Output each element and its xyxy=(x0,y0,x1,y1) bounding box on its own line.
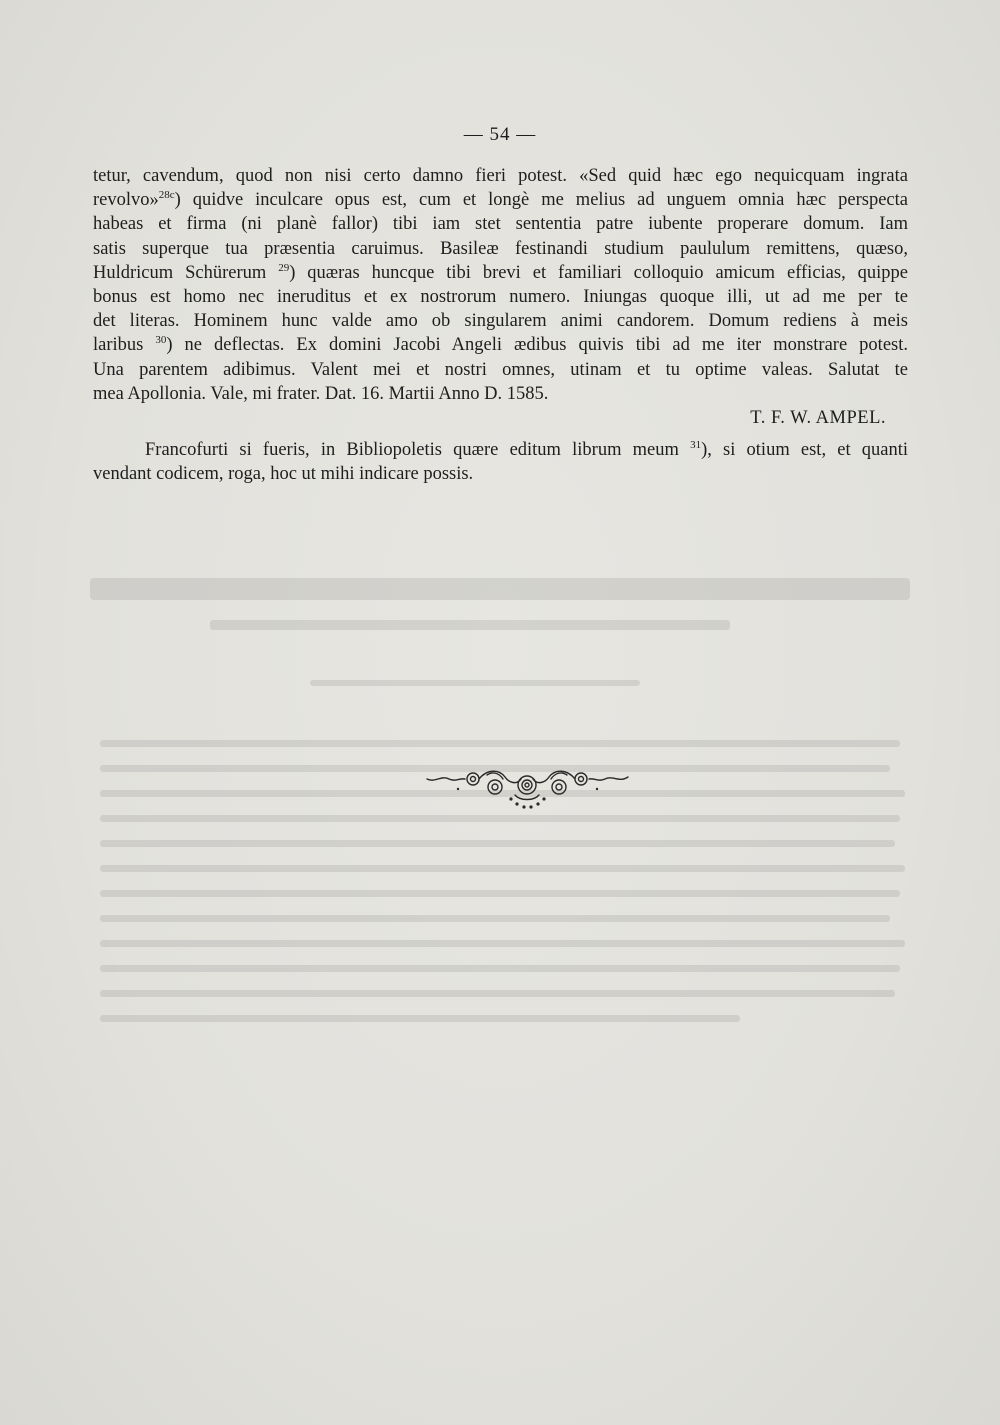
letter-body xyxy=(93,164,908,487)
letter-line: laribus $^{30}$) ne deflectas. Ex domini Jacobi Angeli ædibus quivis tibi ad me iter monstrare potest. xyxy=(93,334,908,356)
letter-line: mea Apollonia. Vale, mi frater. Dat. 16. Martii Anno D. 1585. xyxy=(93,383,549,404)
footnote-ref: 31 xyxy=(690,439,702,452)
letter-line: Una parentem adibimus. Valent mei et nostri omnes, utinam et tu optime valeas. Salutat te xyxy=(93,359,908,380)
footnote-ref: 29 xyxy=(278,261,290,274)
letter-line: revolvo»$^{28c}$) quidve inculcare opus est, cum et longè me melius ad unguem omnia hæc perspecta xyxy=(93,189,908,211)
page-number: — 54 — xyxy=(463,124,537,145)
footnote-ref: 28c xyxy=(158,189,175,202)
letter-line: bonus est homo nec ineruditus et ex nostrorum numero. Iniungas quoque illi, ut ad me per te xyxy=(93,287,908,308)
letter-line: habeas et firma (ni planè fallor) tibi iam stet sententia patre iubente properare domum. Iam xyxy=(93,214,908,235)
postscript xyxy=(93,438,908,486)
letter-line: Huldricum Schürerum $^{29}$) quæras huncque tibi brevi et familiari colloquio amicum efficias, quippe xyxy=(93,261,908,283)
footnote-ref: 30 xyxy=(155,334,167,347)
postscript-line: vendant codicem, roga, hoc ut mihi indicare possis. xyxy=(93,464,474,485)
postscript-line: Francofurti si fueris, in Bibliopoletis quære editum librum meum $^{31}$), si otium est, et quanti xyxy=(145,439,909,461)
signature: T. F. W. AMPEL. xyxy=(750,408,886,429)
letter-line: det literas. Hominem hunc valde amo ob singularem animi candorem. Domum rediens à meis xyxy=(93,311,908,332)
scroll-ornament-icon xyxy=(425,765,630,817)
letter-line: tetur, cavendum, quod non nisi certo damno fieri potest. «Sed quid hæc ego nequicquam ingrata xyxy=(93,166,908,186)
letter-line: satis superque tua præsentia caruimus. Basileæ festinandi studium paululum remittens, quæso, xyxy=(93,238,908,259)
